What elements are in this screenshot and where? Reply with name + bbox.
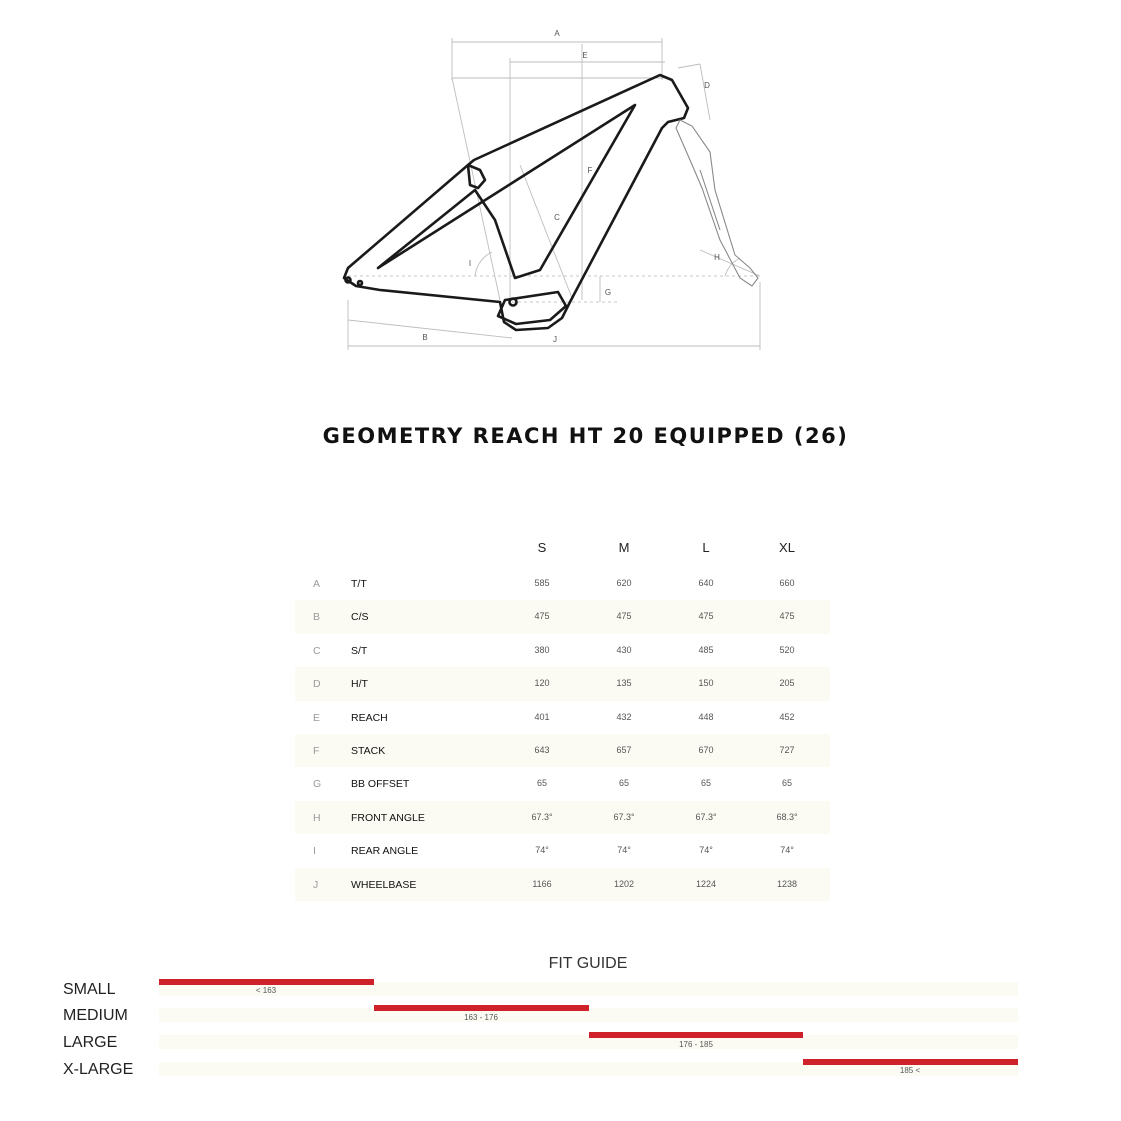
geometry-table-header <box>295 540 830 564</box>
row-letter: C <box>313 644 321 657</box>
value-l: 448 <box>698 711 714 722</box>
fit-label-medium: MEDIUM <box>63 1007 128 1024</box>
value-xl: 727 <box>779 744 795 755</box>
value-s: 380 <box>534 644 550 655</box>
value-m: 135 <box>616 678 632 689</box>
row-letter: A <box>313 578 321 590</box>
row-name: REAR ANGLE <box>351 845 419 858</box>
fit-range-xlarge: 185 < <box>899 1066 921 1075</box>
row-name: BB OFFSET <box>351 778 410 791</box>
table-row <box>295 667 830 700</box>
dim-label-j: J <box>553 335 557 344</box>
fit-bar-xlarge <box>803 1059 1018 1065</box>
row-name: C/S <box>351 611 369 624</box>
fit-range-large: 176 - 185 <box>679 1040 713 1049</box>
table-row <box>295 767 830 800</box>
bike-frame <box>344 75 688 330</box>
table-row <box>295 634 830 667</box>
table-row <box>295 567 830 600</box>
value-m: 620 <box>616 578 632 588</box>
value-l: 74° <box>699 845 713 856</box>
value-xl: 74° <box>780 845 794 856</box>
row-letter: I <box>313 845 316 858</box>
dim-label-a: A <box>554 29 560 38</box>
value-l: 150 <box>698 678 714 689</box>
row-letter: E <box>313 711 321 724</box>
row-letter: J <box>313 878 319 891</box>
value-s: 401 <box>534 711 550 722</box>
value-s: 67.3° <box>531 811 553 822</box>
row-name: T/T <box>351 578 367 590</box>
value-l: 670 <box>698 744 714 755</box>
row-letter: F <box>313 744 320 757</box>
table-row <box>295 834 830 867</box>
value-m: 657 <box>616 744 632 755</box>
fit-bar-large <box>589 1032 803 1038</box>
fit-bar-small <box>159 979 374 985</box>
table-row <box>295 734 830 767</box>
table-row <box>295 868 830 901</box>
dim-label-b: B <box>422 333 428 342</box>
fit-range-medium: 163 - 176 <box>464 1013 498 1022</box>
table-row <box>295 600 830 633</box>
page-title: GEOMETRY REACH HT 20 EQUIPPED (26) <box>322 424 849 448</box>
size-header-xl: XL <box>779 540 795 555</box>
dim-label-c: C <box>554 213 560 222</box>
size-header-s: S <box>537 540 547 555</box>
value-m: 65 <box>618 778 629 789</box>
row-letter: B <box>313 611 321 624</box>
value-m: 475 <box>616 611 632 622</box>
value-s: 475 <box>534 611 550 622</box>
table-row <box>295 701 830 734</box>
fit-label-xlarge: X-LARGE <box>63 1061 134 1078</box>
dim-label-f: F <box>587 166 593 175</box>
value-m: 67.3° <box>613 811 635 822</box>
value-s: 120 <box>534 678 550 689</box>
value-l: 67.3° <box>695 811 717 822</box>
row-name: REACH <box>351 711 388 724</box>
row-letter: H <box>313 811 321 824</box>
row-name: FRONT ANGLE <box>351 811 425 824</box>
size-header-l: L <box>702 540 710 555</box>
geometry-table <box>295 567 830 901</box>
value-xl: 452 <box>779 711 795 722</box>
size-header-m: M <box>618 540 630 555</box>
fit-label-small: SMALL <box>63 981 116 998</box>
fit-guide-title: FIT GUIDE <box>548 955 628 972</box>
value-l: 65 <box>700 778 711 789</box>
row-letter: D <box>313 678 321 691</box>
frame-geometry-diagram <box>320 20 800 360</box>
value-xl: 205 <box>779 678 795 689</box>
fit-range-small: < 163 <box>255 986 277 995</box>
value-s: 585 <box>534 578 550 588</box>
value-xl: 520 <box>779 644 795 655</box>
value-l: 475 <box>698 611 714 622</box>
dim-label-d: D <box>704 81 710 90</box>
table-row <box>295 801 830 834</box>
dim-label-e: E <box>582 51 588 60</box>
value-xl: 660 <box>779 578 795 588</box>
value-l: 1224 <box>695 878 717 889</box>
dim-label-h: H <box>714 253 720 262</box>
dim-label-g: G <box>604 288 612 297</box>
value-s: 1166 <box>532 878 552 889</box>
dim-label-i: I <box>468 259 472 268</box>
value-xl: 65 <box>781 778 792 789</box>
value-m: 432 <box>616 711 632 722</box>
row-name: STACK <box>351 744 386 757</box>
value-m: 74° <box>617 845 631 856</box>
value-xl: 68.3° <box>776 811 798 822</box>
row-name: H/T <box>351 678 368 691</box>
value-m: 1202 <box>613 878 635 889</box>
row-name: WHEELBASE <box>351 878 417 891</box>
value-s: 65 <box>536 778 547 789</box>
fit-bar-medium <box>374 1005 589 1011</box>
value-s: 74° <box>535 845 549 856</box>
value-xl: 475 <box>779 611 795 622</box>
value-l: 640 <box>698 578 714 588</box>
row-name: S/T <box>351 644 368 657</box>
value-s: 643 <box>534 744 550 755</box>
fit-label-large: LARGE <box>63 1034 118 1051</box>
value-m: 430 <box>616 644 632 655</box>
row-letter: G <box>313 778 322 791</box>
value-l: 485 <box>698 644 714 655</box>
dimension-lines <box>348 38 760 350</box>
value-xl: 1238 <box>776 878 798 889</box>
